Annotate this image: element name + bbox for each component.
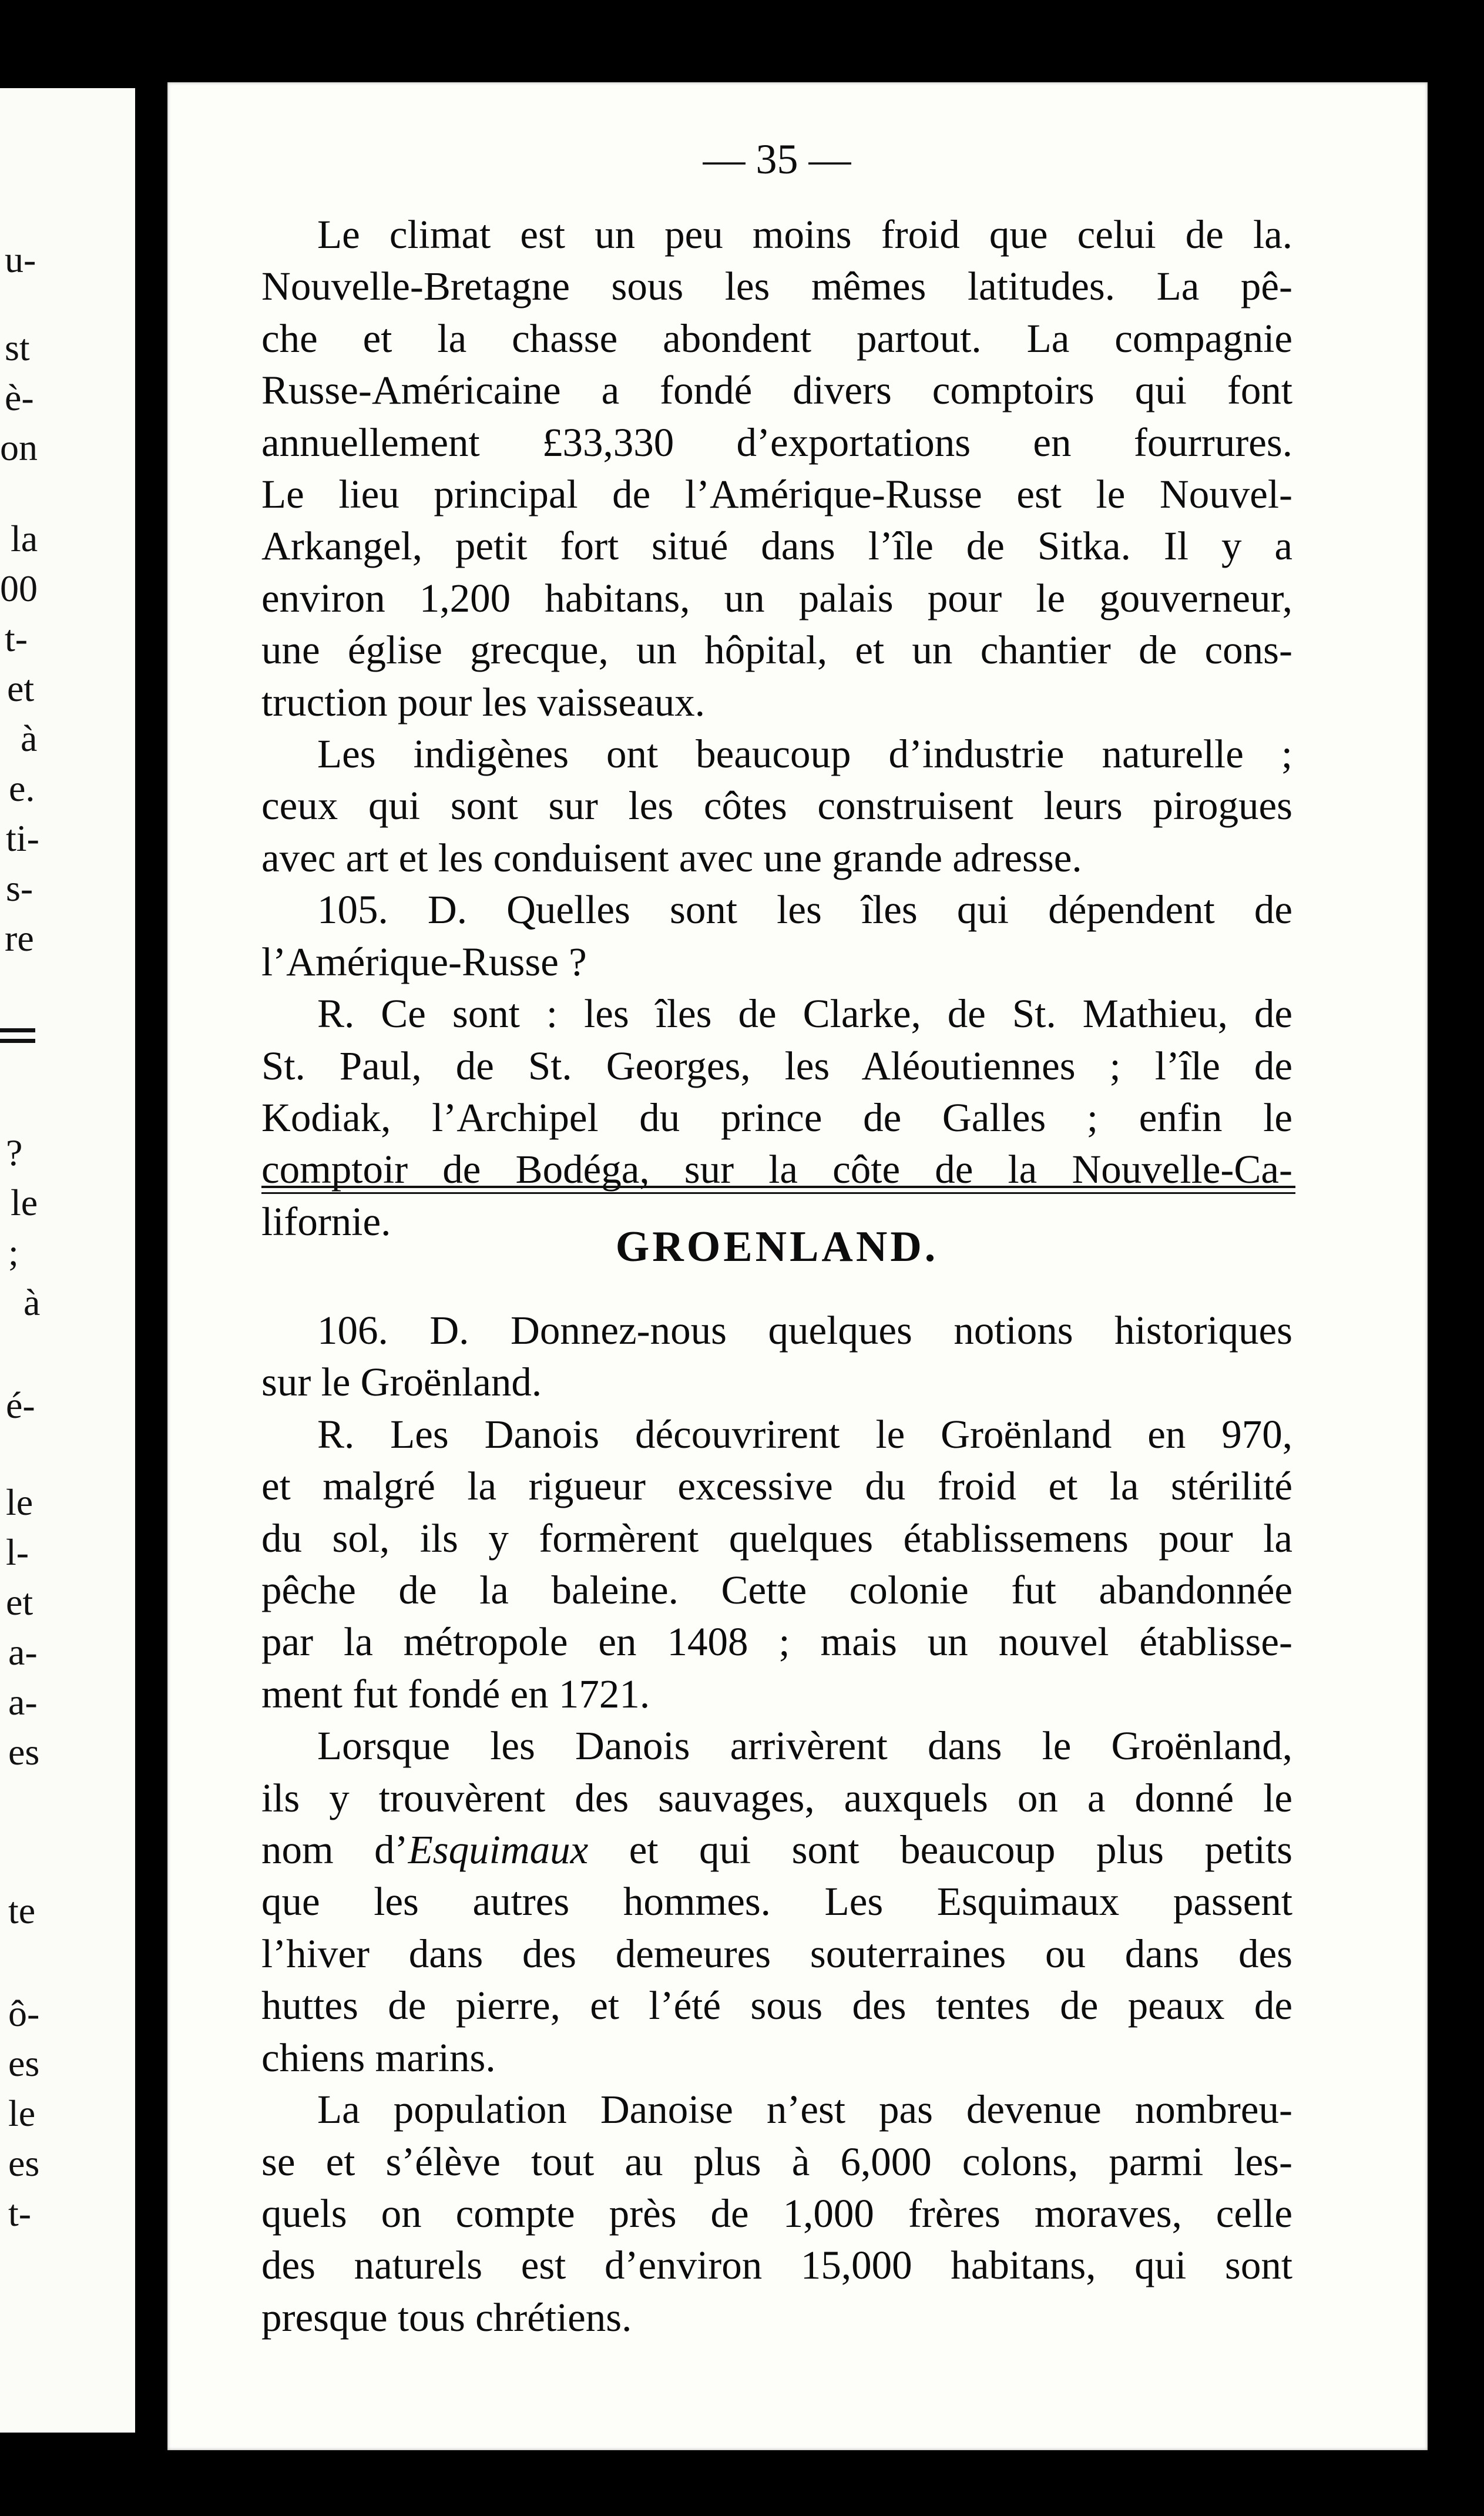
margin-fragment: è- [5,377,34,418]
text-line: pêche de la baleine. Cette colonie fut abandonnée [261,1568,1292,1613]
text-line: quels on compte près de 1,000 frères moraves, celle [261,2190,1292,2236]
margin-fragment: es [8,2142,40,2184]
text-line: une église grecque, un hôpital, et un chantier de cons- [261,628,1292,673]
margin-fragment: ; [8,1232,19,1273]
text-line: ment fut fondé en 1721. [261,1671,650,1716]
text-line: chiens marins. [261,2035,496,2080]
margin-fragment: s- [6,867,33,909]
margin-fragment: et [6,1581,33,1623]
margin-fragment: ô- [8,1992,40,2034]
text-line: annuellement £33,330 d’exportations en fourrures. [261,420,1292,465]
text-line-esquimaux [261,1824,1292,1876]
margin-fragment: t- [5,618,28,659]
margin-fragment: es [8,2042,40,2084]
margin-fragment: ti- [6,817,39,859]
question-106: 106. D. Donnez-nous quelques notions historiques [317,1308,1292,1353]
text-line: truction pour les vaisseaux. [261,679,705,724]
margin-fragment: es [8,1731,40,1773]
margin-fragment: a- [8,1631,38,1673]
text-line: Arkangel, petit fort situé dans l’île de Sitka. Il y a [261,524,1292,569]
margin-fragment: l- [6,1531,29,1573]
margin-fragment: ? [6,1132,23,1173]
page-number: — 35 — [703,136,851,183]
text-line: avec art et les conduisent avec une grande adresse. [261,835,1082,880]
text-line: Kodiak, l’Archipel du prince de Galles ; enfin le [261,1095,1292,1140]
margin-fragment: la [11,518,38,559]
margin-fragment: à [21,717,38,759]
margin-fragment: é- [6,1384,35,1426]
margin-fragment: a- [8,1681,38,1723]
text-run: nom d’ [261,1827,408,1873]
text-block-america-russe [261,209,1292,1247]
text-line: che et la chasse abondent partout. La compagnie [261,316,1292,361]
text-line: des naturels est d’environ 15,000 habitans, qui sont [261,2243,1292,2288]
text-line: Le lieu principal de l’Amérique-Russe est le Nouvel- [261,472,1292,517]
text-line: l’Amérique-Russe ? [261,939,587,984]
text-line: presque tous chrétiens. [261,2294,632,2340]
text-line: St. Paul, de St. Georges, les Aléoutiennes ; l’île de [261,1043,1292,1088]
section-title: GROENLAND. [615,1223,939,1271]
text-line: Les indigènes ont beaucoup d’industrie naturelle ; [317,732,1292,777]
margin-fragment: te [8,1890,36,1931]
margin-fragment: t- [8,2192,32,2234]
margin-fragment: le [8,2092,36,2134]
answer-105: R. Ce sont : les îles de Clarke, de St. Mathieu, de [317,991,1292,1036]
text-line: l’hiver dans des demeures souterraines ou dans des [261,1931,1292,1976]
margin-fragment: re [5,917,34,959]
margin-fragment: et [7,667,35,709]
answer-106: R. Les Danois découvrirent le Groënland en 970, [317,1411,1292,1457]
text-block-groenland [261,1269,1292,2343]
text-run: et qui sont beaucoup plus petits [588,1827,1292,1873]
text-line: Russe-Américaine a fondé divers comptoirs qui font [261,368,1292,413]
text-line: sur le Groënland. [261,1360,542,1405]
text-line: par la métropole en 1408 ; mais un nouvel établisse- [261,1619,1292,1665]
margin-fragment: u- [5,239,36,280]
text-line: Lorsque les Danois arrivèrent dans le Groënland, [317,1723,1292,1769]
text-line: comptoir de Bodéga, sur la côte de la Nouvelle-Ca- [261,1147,1292,1192]
text-line: ceux qui sont sur les côtes construisent leurs pirogues [261,783,1292,828]
margin-fragment: e. [9,767,35,809]
margin-rule [0,1039,35,1043]
facing-page-fragment [0,88,135,2433]
margin-rule [0,1028,35,1032]
text-line: et malgré la rigueur excessive du froid et la stérilité [261,1464,1292,1509]
question-105: 105. D. Quelles sont les îles qui dépendent de [317,887,1292,932]
italic-term-esquimaux: Esquimaux [408,1827,589,1873]
text-line: Nouvelle-Bretagne sous les mêmes latitudes. La pê- [261,264,1292,309]
margin-fragment: st [5,327,30,368]
margin-fragment: on [0,427,38,468]
text-line: lifornie. [261,1199,391,1244]
text-line: ils y trouvèrent des sauvages, auxquels on a donné le [261,1775,1292,1820]
text-line: La population Danoise n’est pas devenue nombreu- [317,2087,1292,2132]
book-page [167,82,1428,2450]
margin-fragment: le [6,1481,33,1523]
margin-fragment: à [23,1282,41,1323]
margin-fragment: 00 [0,568,38,609]
text-line: que les autres hommes. Les Esquimaux passent [261,1879,1292,1924]
text-line: se et s’élève tout au plus à 6,000 colons, parmi les- [261,2139,1292,2184]
margin-fragment: le [11,1182,38,1223]
text-line: Le climat est un peu moins froid que celui de la. [317,212,1292,257]
text-line: huttes de pierre, et l’été sous des tentes de peaux de [261,1983,1292,2028]
text-line: environ 1,200 habitans, un palais pour le gouverneur, [261,575,1292,620]
text-line: du sol, ils y formèrent quelques établissemens pour la [261,1515,1292,1561]
section-divider [261,1186,1295,1194]
